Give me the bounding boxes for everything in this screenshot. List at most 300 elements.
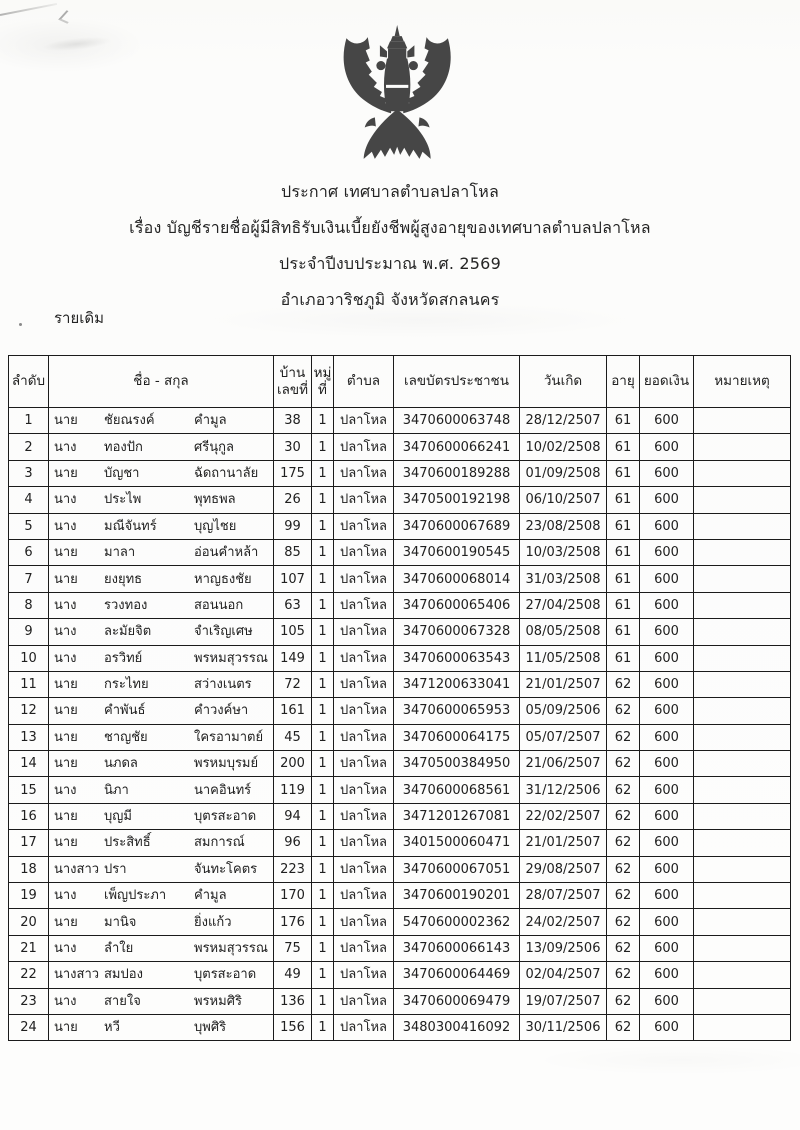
cell-citizen-id: 3471200633041 — [394, 671, 520, 697]
cell-birthdate: 24/02/2507 — [520, 909, 607, 935]
document-header — [0, 174, 780, 318]
cell-name — [49, 619, 274, 645]
name-last: คำวงค์ษา — [194, 703, 249, 719]
header-house-no — [274, 356, 312, 408]
cell-name — [49, 566, 274, 592]
cell-house-no: 99 — [274, 513, 312, 539]
cell-no: 16 — [9, 803, 49, 829]
cell-name — [49, 724, 274, 750]
cell-house-no: 161 — [274, 698, 312, 724]
cell-amount: 600 — [640, 883, 694, 909]
cell-house-no: 30 — [274, 434, 312, 460]
cell-amount: 600 — [640, 962, 694, 988]
cell-amount: 600 — [640, 830, 694, 856]
cell-citizen-id: 3470600067051 — [394, 856, 520, 882]
cell-age: 61 — [607, 539, 640, 565]
name-title: นาย — [54, 677, 78, 693]
name-title: นาย — [54, 1020, 78, 1036]
cell-moo: 1 — [312, 751, 334, 777]
header-age: อายุ — [607, 356, 640, 408]
cell-tambon: ปลาโหล — [334, 777, 394, 803]
name-last: ยิ่งแก้ว — [194, 914, 232, 930]
name-title: นาง — [54, 888, 77, 904]
cell-amount: 600 — [640, 777, 694, 803]
cell-citizen-id: 3470600189288 — [394, 460, 520, 486]
cell-tambon: ปลาโหล — [334, 1014, 394, 1040]
cell-amount: 600 — [640, 751, 694, 777]
name-last: ใครอามาตย์ — [194, 729, 264, 745]
cell-moo: 1 — [312, 645, 334, 671]
cell-citizen-id: 3470600064469 — [394, 962, 520, 988]
cell-amount: 600 — [640, 487, 694, 513]
cell-amount: 600 — [640, 408, 694, 434]
cell-name — [49, 671, 274, 697]
cell-amount: 600 — [640, 909, 694, 935]
cell-name — [49, 1014, 274, 1040]
header-house-line1: บ้าน — [279, 364, 306, 381]
name-first: รวงทอง — [104, 597, 148, 613]
cell-age: 62 — [607, 962, 640, 988]
name-first: นิภา — [104, 782, 129, 798]
cell-birthdate: 28/07/2507 — [520, 883, 607, 909]
cell-moo: 1 — [312, 962, 334, 988]
name-title: นาย — [54, 545, 78, 561]
name-first: มาลา — [104, 545, 136, 561]
name-last: คำมูล — [194, 413, 227, 429]
cell-birthdate: 01/09/2508 — [520, 460, 607, 486]
name-first: ชาญชัย — [104, 729, 148, 745]
cell-remark — [694, 592, 791, 618]
cell-citizen-id: 3470600190201 — [394, 883, 520, 909]
name-first: ชัยณรงค์ — [104, 413, 155, 429]
cell-citizen-id: 3470600190545 — [394, 539, 520, 565]
cell-remark — [694, 724, 791, 750]
cell-birthdate: 08/05/2508 — [520, 619, 607, 645]
name-last: หาญธงชัย — [194, 571, 252, 587]
cell-no: 5 — [9, 513, 49, 539]
cell-no: 15 — [9, 777, 49, 803]
cell-name — [49, 935, 274, 961]
cell-house-no: 49 — [274, 962, 312, 988]
cell-name — [49, 460, 274, 486]
cell-birthdate: 30/11/2506 — [520, 1014, 607, 1040]
cell-citizen-id: 3470600069479 — [394, 988, 520, 1014]
cell-amount: 600 — [640, 1014, 694, 1040]
table-row — [9, 619, 791, 645]
table-row — [9, 962, 791, 988]
cell-house-no: 149 — [274, 645, 312, 671]
cell-amount: 600 — [640, 566, 694, 592]
table-row — [9, 935, 791, 961]
cell-no: 6 — [9, 539, 49, 565]
cell-remark — [694, 856, 791, 882]
table-row — [9, 751, 791, 777]
name-first: ปรา — [104, 861, 127, 877]
cell-no: 1 — [9, 408, 49, 434]
name-last: พุทธพล — [194, 492, 236, 508]
cell-name — [49, 777, 274, 803]
cell-birthdate: 28/12/2507 — [520, 408, 607, 434]
name-title: นาง — [54, 492, 77, 508]
cell-house-no: 63 — [274, 592, 312, 618]
cell-birthdate: 29/08/2507 — [520, 856, 607, 882]
cell-tambon: ปลาโหล — [334, 830, 394, 856]
cell-tambon: ปลาโหล — [334, 962, 394, 988]
table-header-row — [9, 356, 791, 408]
table-row — [9, 487, 791, 513]
cell-no: 2 — [9, 434, 49, 460]
name-last: สว่างเนตร — [194, 677, 252, 693]
cell-tambon: ปลาโหล — [334, 698, 394, 724]
cell-citizen-id: 3470600066241 — [394, 434, 520, 460]
name-last: สอนนอก — [194, 597, 244, 613]
name-last: คำมูล — [194, 888, 227, 904]
cell-moo: 1 — [312, 434, 334, 460]
cell-amount: 600 — [640, 513, 694, 539]
cell-tambon: ปลาโหล — [334, 487, 394, 513]
cell-age: 61 — [607, 434, 640, 460]
table-row — [9, 909, 791, 935]
cell-remark — [694, 539, 791, 565]
cell-house-no: 38 — [274, 408, 312, 434]
cell-name — [49, 883, 274, 909]
cell-tambon: ปลาโหล — [334, 619, 394, 645]
cell-age: 61 — [607, 487, 640, 513]
cell-citizen-id: 3401500060471 — [394, 830, 520, 856]
name-title: นางสาว — [54, 861, 100, 877]
cell-tambon: ปลาโหล — [334, 513, 394, 539]
cell-moo: 1 — [312, 487, 334, 513]
section-label: รายเดิม — [54, 309, 105, 327]
table-row — [9, 671, 791, 697]
header-moo-line2: ที่ — [318, 381, 327, 398]
table-row — [9, 724, 791, 750]
cell-house-no: 119 — [274, 777, 312, 803]
cell-citizen-id: 3470500192198 — [394, 487, 520, 513]
cell-house-no: 94 — [274, 803, 312, 829]
cell-citizen-id: 3470600067328 — [394, 619, 520, 645]
cell-amount: 600 — [640, 803, 694, 829]
cell-no: 23 — [9, 988, 49, 1014]
cell-age: 62 — [607, 1014, 640, 1040]
cell-name — [49, 909, 274, 935]
cell-age: 62 — [607, 883, 640, 909]
cell-no: 21 — [9, 935, 49, 961]
name-last: พรหมศิริ — [194, 993, 242, 1009]
table-row — [9, 460, 791, 486]
name-first: ทองปัก — [104, 439, 143, 455]
cell-moo: 1 — [312, 988, 334, 1014]
table-row — [9, 645, 791, 671]
cell-remark — [694, 962, 791, 988]
cell-tambon: ปลาโหล — [334, 883, 394, 909]
name-last: ศรีนุกูล — [194, 439, 234, 455]
cell-age: 61 — [607, 592, 640, 618]
cell-house-no: 105 — [274, 619, 312, 645]
cell-moo: 1 — [312, 619, 334, 645]
cell-birthdate: 23/08/2508 — [520, 513, 607, 539]
cell-age: 62 — [607, 751, 640, 777]
cell-tambon: ปลาโหล — [334, 408, 394, 434]
cell-age: 62 — [607, 935, 640, 961]
cell-name — [49, 856, 274, 882]
cell-house-no: 156 — [274, 1014, 312, 1040]
cell-birthdate: 21/06/2507 — [520, 751, 607, 777]
cell-name — [49, 698, 274, 724]
cell-citizen-id: 3470600066143 — [394, 935, 520, 961]
cell-age: 61 — [607, 408, 640, 434]
name-title: นาย — [54, 413, 78, 429]
cell-no: 19 — [9, 883, 49, 909]
header-tambon: ตำบล — [334, 356, 394, 408]
cell-no: 13 — [9, 724, 49, 750]
cell-remark — [694, 513, 791, 539]
cell-moo: 1 — [312, 513, 334, 539]
subject-line: เรื่อง บัญชีรายชื่อผู้มีสิทธิรับเงินเบี้ยยังชีพผู้สูงอายุของเทศบาลตำบลปลาโหล — [129, 218, 651, 237]
name-first: หวี — [104, 1020, 120, 1036]
name-last: จำเริญเศษ — [194, 624, 253, 640]
cell-tambon: ปลาโหล — [334, 434, 394, 460]
name-title: นาง — [54, 650, 77, 666]
header-citizen-id: เลขบัตรประชาชน — [394, 356, 520, 408]
cell-tambon: ปลาโหล — [334, 751, 394, 777]
cell-amount: 600 — [640, 592, 694, 618]
cell-remark — [694, 645, 791, 671]
header-remark: หมายเหตุ — [694, 356, 791, 408]
cell-amount: 600 — [640, 698, 694, 724]
table-row — [9, 592, 791, 618]
cell-name — [49, 988, 274, 1014]
cell-birthdate: 21/01/2507 — [520, 671, 607, 697]
cell-name — [49, 434, 274, 460]
announcement-title: ประกาศ เทศบาลตำบลปลาโหล — [280, 182, 499, 201]
cell-remark — [694, 830, 791, 856]
header-moo — [312, 356, 334, 408]
cell-moo: 1 — [312, 935, 334, 961]
cell-tambon: ปลาโหล — [334, 592, 394, 618]
cell-moo: 1 — [312, 724, 334, 750]
cell-moo: 1 — [312, 830, 334, 856]
name-first: ลำใย — [104, 941, 134, 956]
garuda-emblem-icon — [326, 24, 468, 166]
cell-citizen-id: 3480300416092 — [394, 1014, 520, 1040]
cell-name — [49, 645, 274, 671]
table-row — [9, 408, 791, 434]
name-last: บุตรสะอาด — [194, 809, 257, 825]
cell-moo: 1 — [312, 698, 334, 724]
name-title: นาย — [54, 809, 78, 825]
name-first: มณีจันทร์ — [104, 518, 157, 534]
cell-citizen-id: 3470600064175 — [394, 724, 520, 750]
cell-birthdate: 27/04/2508 — [520, 592, 607, 618]
table-row — [9, 830, 791, 856]
header-moo-line1: หมู่ — [313, 364, 332, 381]
cell-age: 61 — [607, 645, 640, 671]
cell-citizen-id: 3471201267081 — [394, 803, 520, 829]
cell-amount: 600 — [640, 856, 694, 882]
cell-age: 62 — [607, 698, 640, 724]
cell-age: 62 — [607, 803, 640, 829]
cell-tambon: ปลาโหล — [334, 724, 394, 750]
cell-birthdate: 31/12/2506 — [520, 777, 607, 803]
table-row — [9, 883, 791, 909]
cell-birthdate: 11/05/2508 — [520, 645, 607, 671]
name-last: พรหมสุวรรณ — [194, 650, 268, 666]
name-title: นาง — [54, 941, 77, 956]
name-first: ละมัยจิต — [104, 624, 152, 640]
cell-no: 10 — [9, 645, 49, 671]
cell-remark — [694, 988, 791, 1014]
cell-remark — [694, 566, 791, 592]
table-row — [9, 803, 791, 829]
cell-age: 61 — [607, 460, 640, 486]
cell-birthdate: 02/04/2507 — [520, 962, 607, 988]
cell-no: 3 — [9, 460, 49, 486]
cell-age: 61 — [607, 566, 640, 592]
cell-house-no: 72 — [274, 671, 312, 697]
cell-birthdate: 05/07/2507 — [520, 724, 607, 750]
name-first: คำพันธ์ — [104, 703, 146, 719]
cell-name — [49, 408, 274, 434]
cell-no: 11 — [9, 671, 49, 697]
name-title: นาย — [54, 729, 78, 745]
cell-no: 24 — [9, 1014, 49, 1040]
cell-remark — [694, 619, 791, 645]
cell-no: 20 — [9, 909, 49, 935]
name-last: จันทะโคตร — [194, 861, 258, 877]
cell-citizen-id: 3470600065406 — [394, 592, 520, 618]
name-last: พรหมบุรมย์ — [194, 756, 259, 772]
cell-name — [49, 962, 274, 988]
cell-citizen-id: 3470500384950 — [394, 751, 520, 777]
cell-tambon: ปลาโหล — [334, 935, 394, 961]
name-first: ประไพ — [104, 492, 142, 508]
cell-no: 7 — [9, 566, 49, 592]
scan-artifact-diagonal-line — [0, 3, 57, 16]
cell-no: 22 — [9, 962, 49, 988]
header-amount: ยอดเงิน — [640, 356, 694, 408]
name-last: นาคอินทร์ — [194, 782, 252, 798]
recipient-table-container — [8, 355, 792, 1041]
cell-moo: 1 — [312, 592, 334, 618]
name-last: บุตรสะอาด — [194, 967, 257, 983]
cell-tambon: ปลาโหล — [334, 460, 394, 486]
cell-remark — [694, 698, 791, 724]
cell-citizen-id: 3470600063543 — [394, 645, 520, 671]
cell-house-no: 85 — [274, 539, 312, 565]
cell-remark — [694, 935, 791, 961]
name-title: นาง — [54, 782, 77, 798]
cell-amount: 600 — [640, 724, 694, 750]
name-title: นาง — [54, 993, 77, 1009]
cell-birthdate: 19/07/2507 — [520, 988, 607, 1014]
name-title: นาง — [54, 597, 77, 613]
cell-house-no: 170 — [274, 883, 312, 909]
cell-name — [49, 513, 274, 539]
cell-name — [49, 803, 274, 829]
cell-tambon: ปลาโหล — [334, 645, 394, 671]
cell-amount: 600 — [640, 434, 694, 460]
cell-name — [49, 830, 274, 856]
cell-house-no: 176 — [274, 909, 312, 935]
cell-name — [49, 751, 274, 777]
cell-birthdate: 31/03/2508 — [520, 566, 607, 592]
cell-amount: 600 — [640, 988, 694, 1014]
cell-age: 61 — [607, 619, 640, 645]
header-no: ลำดับ — [9, 356, 49, 408]
cell-age: 62 — [607, 671, 640, 697]
cell-moo: 1 — [312, 460, 334, 486]
cell-age: 62 — [607, 724, 640, 750]
cell-birthdate: 10/02/2508 — [520, 434, 607, 460]
table-row — [9, 698, 791, 724]
name-title: นาง — [54, 439, 77, 455]
cell-birthdate: 21/01/2507 — [520, 830, 607, 856]
cell-no: 12 — [9, 698, 49, 724]
table-row — [9, 856, 791, 882]
cell-house-no: 26 — [274, 487, 312, 513]
cell-moo: 1 — [312, 539, 334, 565]
cell-no: 8 — [9, 592, 49, 618]
cell-remark — [694, 671, 791, 697]
cell-age: 62 — [607, 777, 640, 803]
cell-house-no: 175 — [274, 460, 312, 486]
cell-citizen-id: 3470600068561 — [394, 777, 520, 803]
cell-remark — [694, 883, 791, 909]
name-first: อรวิทย์ — [104, 650, 143, 666]
cell-remark — [694, 909, 791, 935]
cell-remark — [694, 434, 791, 460]
cell-remark — [694, 777, 791, 803]
cell-citizen-id: 5470600002362 — [394, 909, 520, 935]
recipient-table — [8, 355, 791, 1041]
table-row — [9, 777, 791, 803]
cell-citizen-id: 3470600065953 — [394, 698, 520, 724]
cell-no: 9 — [9, 619, 49, 645]
cell-moo: 1 — [312, 856, 334, 882]
cell-moo: 1 — [312, 803, 334, 829]
table-row — [9, 434, 791, 460]
header-birthdate: วันเกิด — [520, 356, 607, 408]
cell-tambon: ปลาโหล — [334, 566, 394, 592]
cell-citizen-id: 3470600067689 — [394, 513, 520, 539]
cell-remark — [694, 1014, 791, 1040]
cell-birthdate: 10/03/2508 — [520, 539, 607, 565]
cell-remark — [694, 408, 791, 434]
cell-moo: 1 — [312, 909, 334, 935]
cell-remark — [694, 751, 791, 777]
scan-artifact-dot — [19, 323, 22, 326]
cell-house-no: 200 — [274, 751, 312, 777]
cell-amount: 600 — [640, 645, 694, 671]
table-row — [9, 1014, 791, 1040]
cell-moo: 1 — [312, 883, 334, 909]
table-row — [9, 539, 791, 565]
cell-no: 18 — [9, 856, 49, 882]
header-name: ชื่อ - สกุล — [49, 356, 274, 408]
name-first: ประสิทธิ์ — [104, 835, 151, 851]
cell-house-no: 107 — [274, 566, 312, 592]
cell-birthdate: 13/09/2506 — [520, 935, 607, 961]
cell-amount: 600 — [640, 619, 694, 645]
cell-tambon: ปลาโหล — [334, 803, 394, 829]
name-first: บุญมี — [104, 809, 132, 825]
cell-house-no: 75 — [274, 935, 312, 961]
cell-tambon: ปลาโหล — [334, 856, 394, 882]
cell-house-no: 96 — [274, 830, 312, 856]
name-last: พรหมสุวรรณ — [194, 941, 268, 956]
cell-tambon: ปลาโหล — [334, 671, 394, 697]
